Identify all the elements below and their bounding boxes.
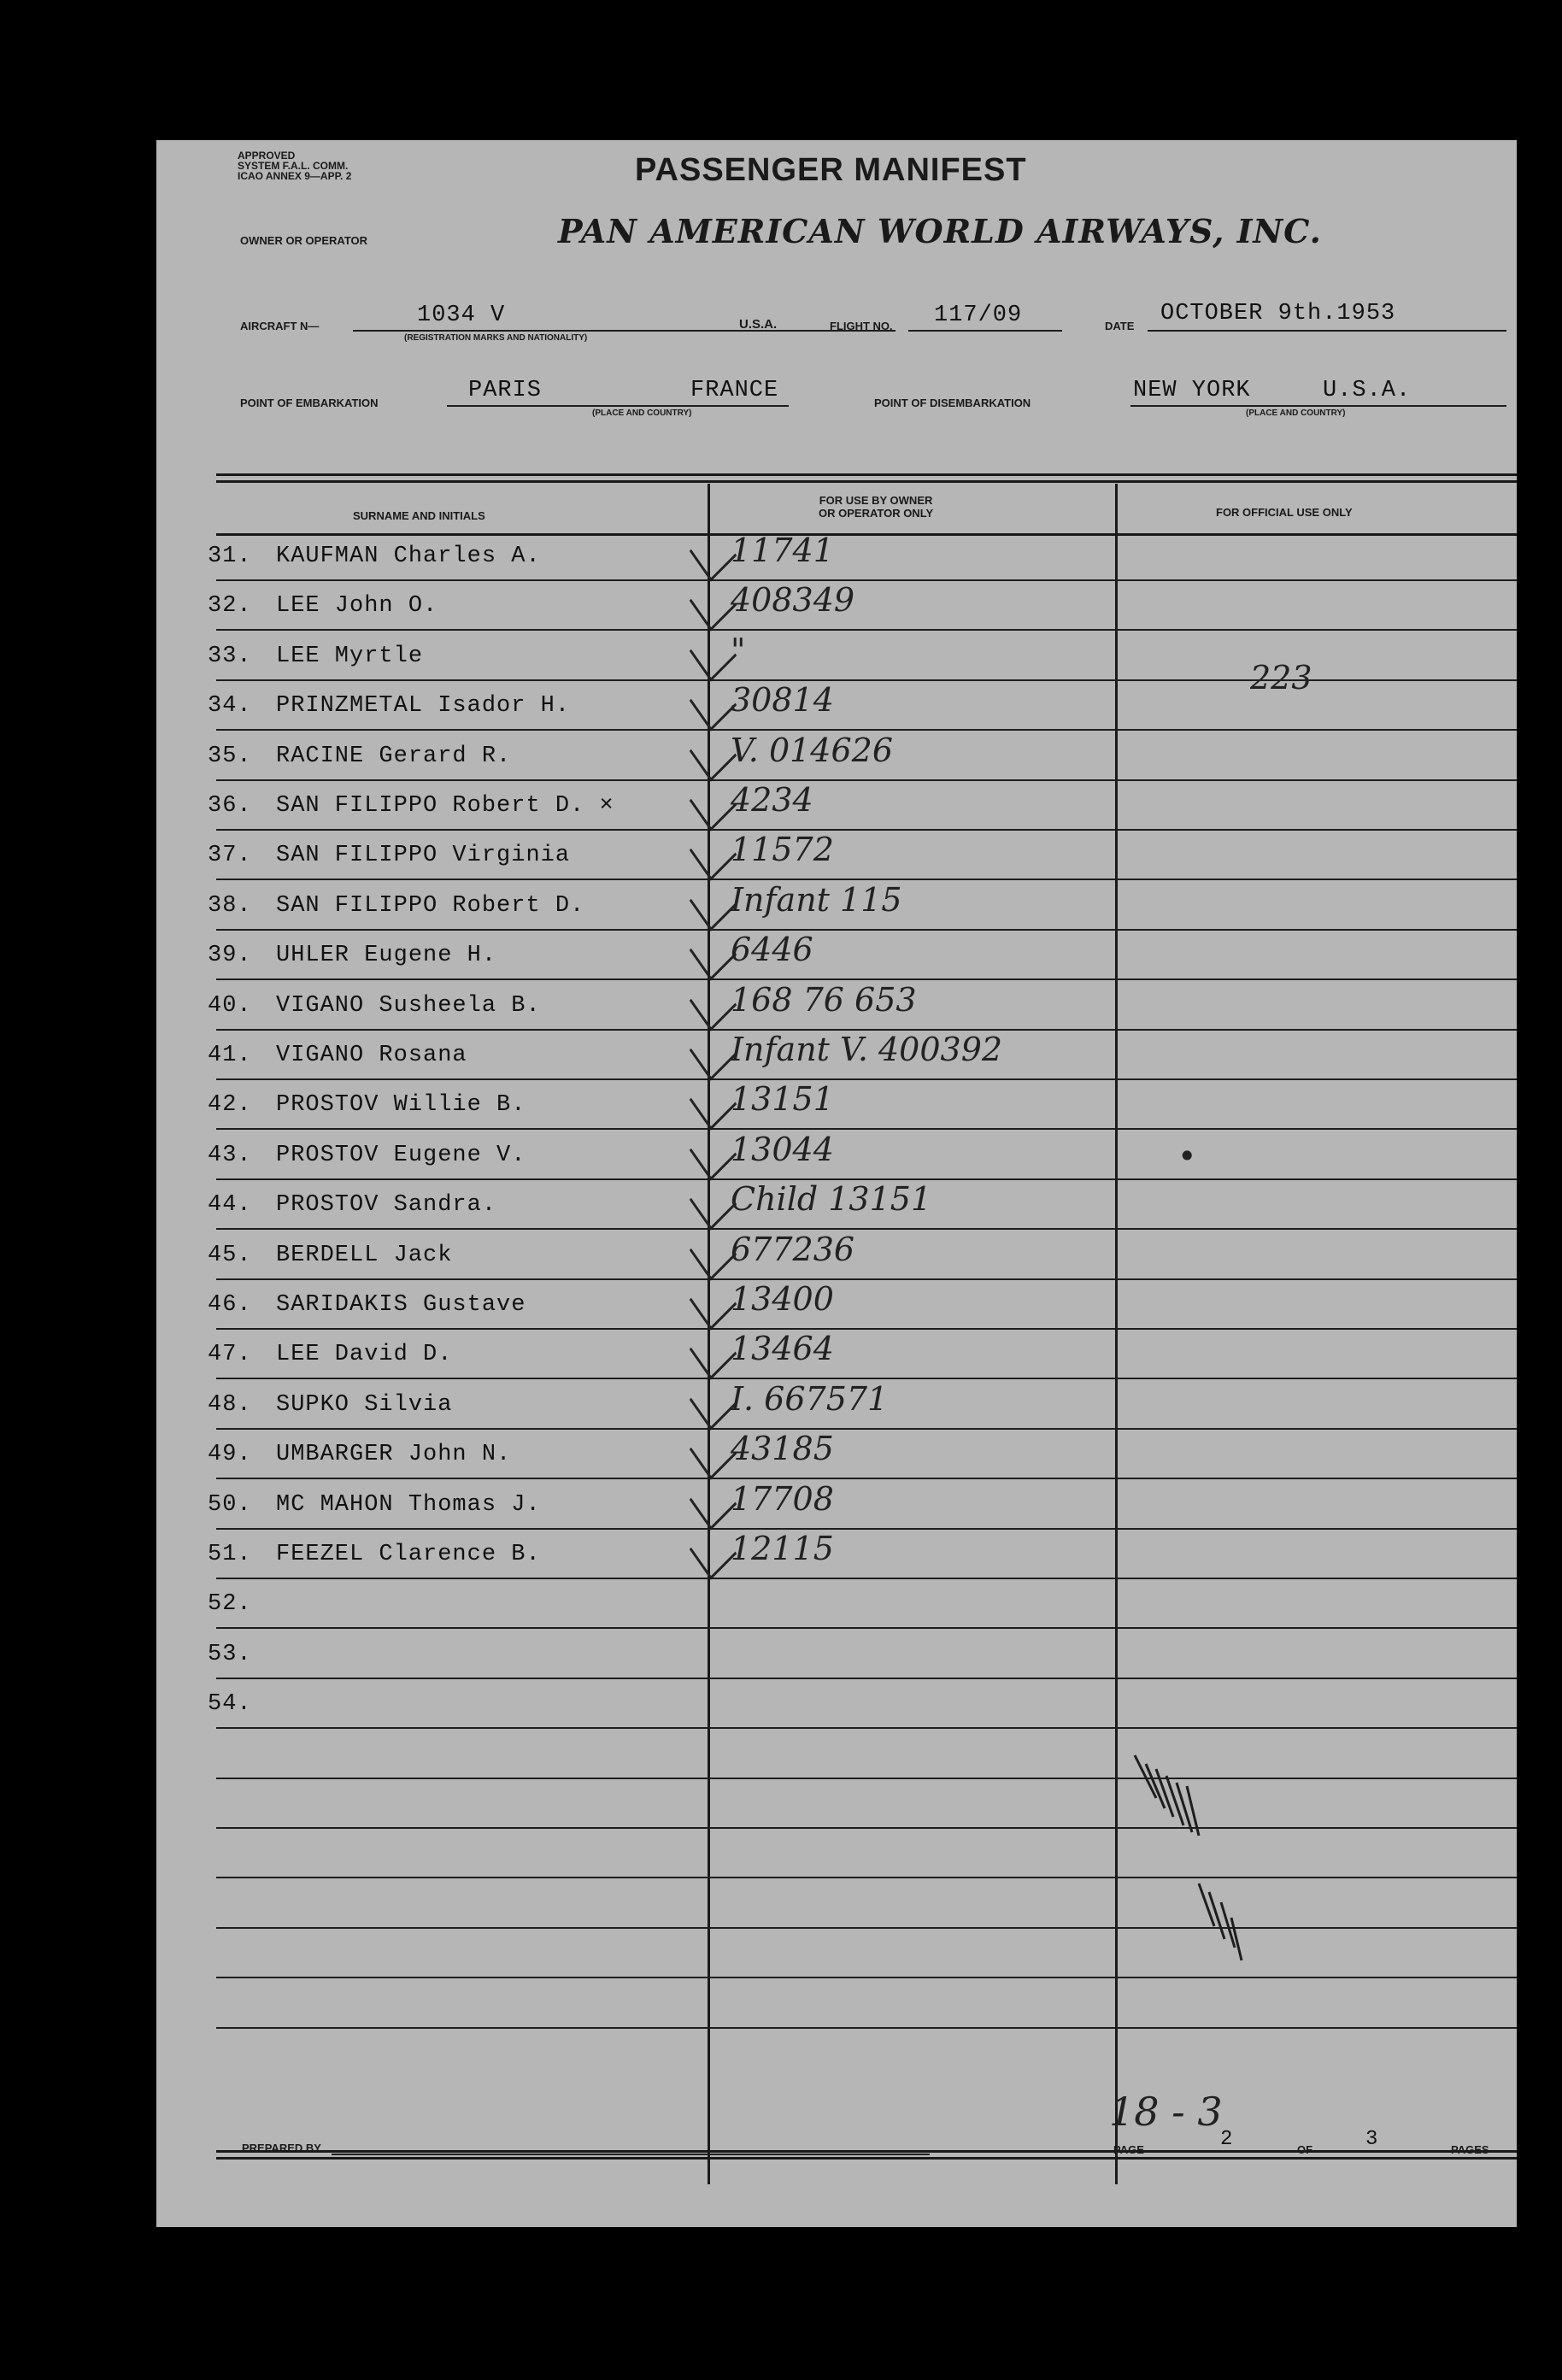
passenger-number: 47.: [208, 1342, 252, 1368]
row-rule: [216, 1278, 1517, 1280]
operator-note: 4234: [731, 781, 813, 819]
manifest-sheet: [156, 140, 1517, 2227]
embarkation-city: PARIS: [468, 378, 543, 403]
passenger-number: 43.: [208, 1142, 252, 1168]
disembarkation-note: (PLACE AND COUNTRY): [1246, 408, 1346, 418]
blank-rule: [216, 1977, 1517, 1978]
passenger-name: VIGANO Susheela B.: [276, 992, 541, 1019]
passenger-number: 51.: [208, 1542, 252, 1567]
tally-marks: [1122, 1747, 1293, 1986]
col-surname: SURNAME AND INITIALS: [353, 509, 485, 522]
passenger-name: LEE David D.: [276, 1342, 453, 1368]
passenger-name: BERDELL Jack: [276, 1242, 453, 1268]
passenger-row: [156, 1230, 1517, 1284]
prepared-by-label: PREPARED BY: [242, 2142, 321, 2154]
disembarkation-city: NEW YORK: [1133, 378, 1251, 403]
passenger-number: 44.: [208, 1192, 252, 1219]
disembarkation-label: POINT OF DISEMBARKATION: [874, 397, 1031, 409]
row-rule: [216, 1727, 1517, 1729]
blank-rule: [216, 1927, 1517, 1929]
passenger-number: 53.: [208, 1641, 252, 1667]
passenger-number: 50.: [208, 1491, 252, 1518]
approval-stamp: APPROVED SYSTEM F.A.L. COMM. ICAO ANNEX 9—APP. 2: [238, 150, 352, 182]
passenger-row: [156, 631, 1517, 685]
blank-rule: [216, 1827, 1517, 1829]
operator-note: 6446: [731, 931, 813, 969]
passenger-number: 36.: [208, 793, 252, 819]
operator-note: 677236: [731, 1230, 855, 1268]
flight-label: FLIGHT NO.: [830, 320, 893, 332]
aircraft-number: 1034 V: [417, 303, 506, 328]
blank-rule: [216, 1877, 1517, 1878]
operator-note: 168 76 653: [731, 980, 917, 1019]
passenger-number: 46.: [208, 1292, 252, 1318]
row-rule: [216, 1328, 1517, 1330]
passenger-name: SAN FILIPPO Robert D.: [276, 892, 585, 919]
row-rule: [216, 1678, 1517, 1679]
passenger-row: [156, 1031, 1517, 1084]
page-label: PAGE: [1113, 2143, 1144, 2156]
passenger-number: 37.: [208, 843, 252, 869]
passenger-number: 48.: [208, 1391, 252, 1418]
passenger-row: [156, 1330, 1517, 1383]
operator-note: 408349: [731, 581, 855, 620]
passenger-row: [156, 931, 1517, 984]
passenger-name: PRINZMETAL Isador H.: [276, 693, 571, 720]
passenger-name: LEE Myrtle: [276, 643, 424, 669]
flight-number: 117/09: [934, 303, 1023, 328]
passenger-number: 35.: [208, 743, 252, 769]
row-rule: [216, 1078, 1517, 1080]
operator-note: 13464: [731, 1330, 834, 1368]
embarkation-country: FRANCE: [690, 378, 779, 403]
pages-label: PAGES: [1451, 2143, 1489, 2156]
embarkation-note: (PLACE AND COUNTRY): [592, 408, 692, 418]
manifest-title: PASSENGER MANIFEST: [635, 152, 1027, 188]
row-rule: [216, 1627, 1517, 1629]
col-owner-use: FOR USE BY OWNER OR OPERATOR ONLY: [819, 494, 934, 520]
passenger-number: 40.: [208, 992, 252, 1019]
passenger-row: [156, 1379, 1517, 1433]
passenger-number: 33.: [208, 643, 252, 669]
passenger-number: 34.: [208, 693, 252, 720]
passenger-number: 31.: [208, 544, 252, 569]
row-rule: [216, 679, 1517, 681]
flight-date: OCTOBER 9th.1953: [1160, 301, 1396, 326]
row-rule: [216, 1128, 1517, 1130]
passenger-row: [156, 1633, 1517, 1683]
row-rule: [216, 1428, 1517, 1430]
passenger-row: [156, 1130, 1517, 1184]
page-number: 2: [1220, 2128, 1234, 2151]
passenger-name: KAUFMAN Charles A.: [276, 544, 541, 569]
passenger-number: 38.: [208, 892, 252, 919]
row-rule: [216, 629, 1517, 631]
row-rule: [216, 579, 1517, 581]
passenger-name: PROSTOV Willie B.: [276, 1092, 526, 1119]
passenger-row: [156, 581, 1517, 634]
passenger-row: [156, 781, 1517, 834]
operator-note: Child 13151: [731, 1180, 932, 1219]
passenger-row: [156, 831, 1517, 884]
passenger-row: [156, 1683, 1517, 1732]
passenger-row: [156, 1080, 1517, 1133]
official-mark: 223: [1250, 659, 1312, 697]
passenger-row: [156, 659, 1517, 734]
row-rule: [216, 929, 1517, 931]
passenger-number: 49.: [208, 1442, 252, 1468]
of-label: OF: [1297, 2143, 1313, 2156]
passenger-name: SARIDAKIS Gustave: [276, 1292, 526, 1318]
embarkation-label: POINT OF EMBARKATION: [240, 397, 379, 409]
operator-note: Infant V. 400392: [731, 1031, 1003, 1068]
passenger-number: 54.: [208, 1691, 252, 1718]
operator-note: 17708: [731, 1479, 834, 1518]
passenger-row: [156, 1280, 1517, 1333]
date-label: DATE: [1105, 320, 1135, 332]
row-rule: [216, 1578, 1517, 1579]
passenger-row: [156, 1180, 1517, 1233]
passenger-name: FEEZEL Clarence B.: [276, 1542, 541, 1567]
row-rule: [216, 1528, 1517, 1530]
operator-note: 11572: [731, 831, 834, 869]
passenger-row: [156, 980, 1517, 1034]
page-total: 3: [1365, 2128, 1379, 2151]
official-mark: •: [1177, 1137, 1197, 1175]
passenger-row: [156, 1479, 1517, 1533]
blank-rule: [216, 2027, 1517, 2029]
passenger-row: [156, 1583, 1517, 1632]
passenger-name: PROSTOV Eugene V.: [276, 1142, 526, 1168]
passenger-name: SAN FILIPPO Virginia: [276, 843, 571, 869]
passenger-name: MC MAHON Thomas J.: [276, 1491, 541, 1518]
passenger-number: 52.: [208, 1591, 252, 1618]
passenger-number: 41.: [208, 1043, 252, 1068]
blank-rule: [216, 1778, 1517, 1779]
operator-note: 13400: [731, 1280, 834, 1318]
owner-label: OWNER OR OPERATOR: [240, 234, 368, 247]
operator-note: 12115: [731, 1530, 834, 1567]
passenger-number: 39.: [208, 943, 252, 969]
passenger-row: [156, 880, 1517, 934]
aircraft-label: AIRCRAFT N—: [240, 320, 320, 332]
row-rule: [216, 829, 1517, 831]
passenger-name: RACINE Gerard R.: [276, 743, 512, 769]
passenger-number: 45.: [208, 1242, 252, 1268]
row-rule: [216, 779, 1517, 781]
passenger-name: UHLER Eugene H.: [276, 943, 497, 969]
passenger-row: [156, 532, 1517, 585]
passenger-number: 42.: [208, 1092, 252, 1119]
row-rule: [216, 1478, 1517, 1479]
row-rule: [216, 1228, 1517, 1230]
passenger-name: LEE John O.: [276, 593, 438, 620]
operator-note: 13044: [731, 1130, 834, 1168]
passenger-name: PROSTOV Sandra.: [276, 1192, 497, 1219]
usa-label: U.S.A.: [739, 317, 778, 332]
passenger-name: SUPKO Silvia: [276, 1391, 453, 1418]
handwritten-page-note: 18 - 3: [1109, 2089, 1223, 2135]
registration-note: (REGISTRATION MARKS AND NATIONALITY): [404, 333, 588, 343]
operator-note: 11741: [731, 532, 834, 569]
passenger-number: 32.: [208, 593, 252, 620]
passenger-name: SAN FILIPPO Robert D. ×: [276, 793, 614, 819]
operator-note: 43185: [731, 1430, 834, 1468]
company-name: PAN AMERICAN WORLD AIRWAYS, INC.: [558, 212, 1322, 250]
operator-note: V. 014626: [731, 731, 894, 769]
disembarkation-country: U.S.A.: [1323, 378, 1412, 403]
passenger-row: [156, 1530, 1517, 1583]
operator-note: 13151: [731, 1080, 834, 1119]
passenger-row: [156, 731, 1517, 785]
operator-note: I. 667571: [731, 1379, 889, 1418]
passenger-name: UMBARGER John N.: [276, 1442, 512, 1468]
passenger-name: VIGANO Rosana: [276, 1043, 467, 1068]
operator-note: Infant 115: [731, 880, 902, 919]
passenger-row: [156, 1430, 1517, 1483]
operator-note: 30814: [731, 681, 834, 720]
operator-note: ": [731, 631, 746, 669]
col-official-use: FOR OFFICIAL USE ONLY: [1216, 506, 1353, 519]
